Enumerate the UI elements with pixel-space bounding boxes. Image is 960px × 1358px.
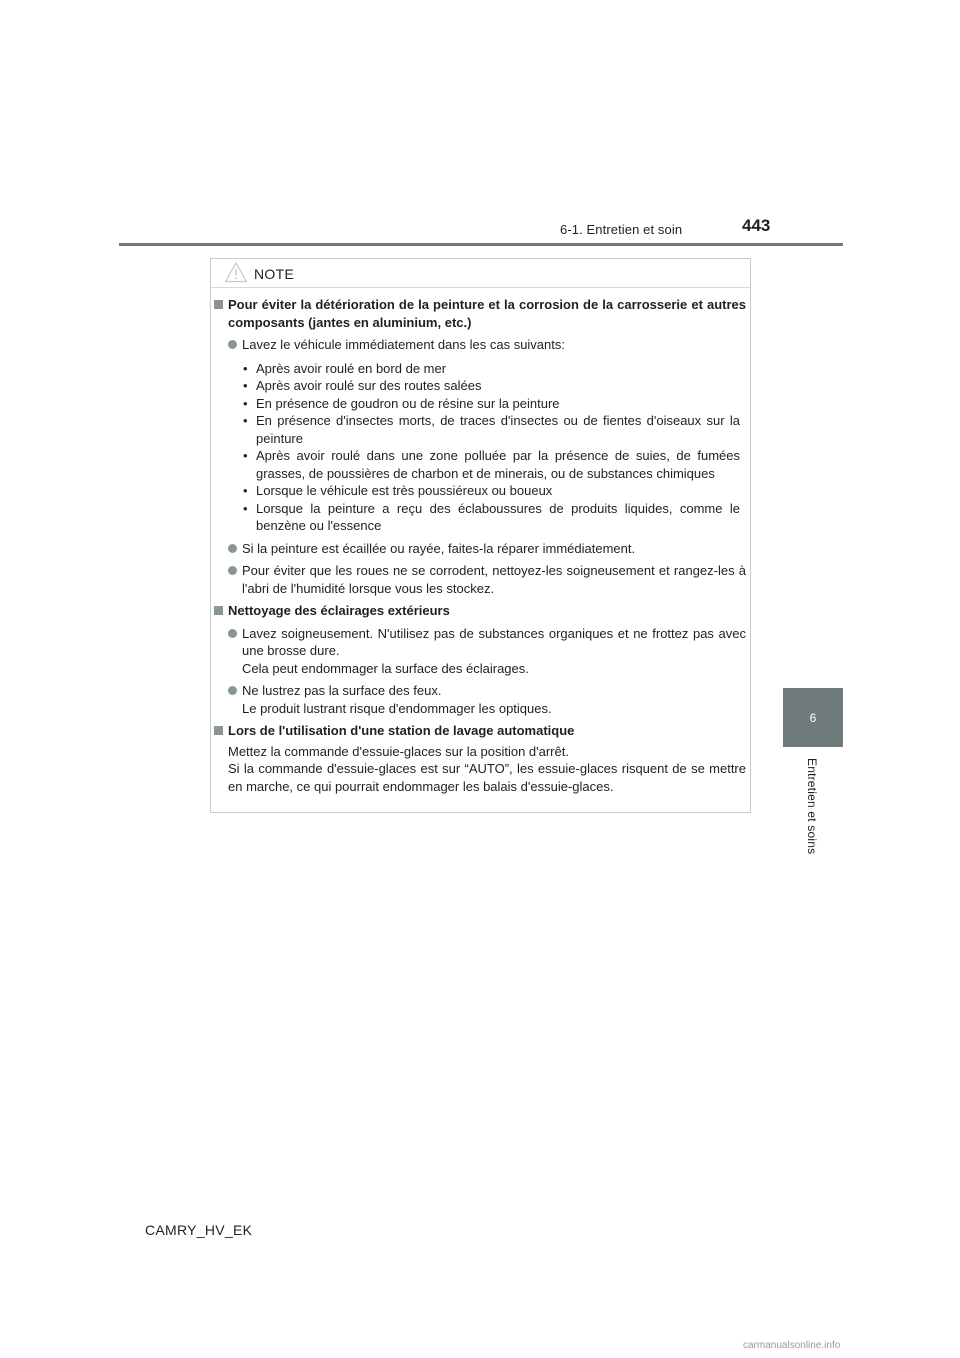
sub-list-item: • En présence de goudron ou de résine sur la peinture: [243, 395, 560, 411]
warning-triangle-icon: [224, 261, 248, 288]
paragraph: Mettez la commande d'essuie-glaces sur la position d'arrêt. Si la commande d'essuie-glaces est sur “AUTO”, les essuie-glaces risquent de se mettre en marche, ce qui pourrait endommager les balais d'essuie-glaces.: [228, 743, 746, 794]
sub-list-item: • Après avoir roulé dans une zone polluée par la présence de suies, de fumées grasses, de poussières de charbon et de minerais, ou de substances chimiques: [243, 448, 740, 481]
chapter-tab[interactable]: [783, 688, 843, 747]
note-content: [214, 296, 746, 795]
sub-list-item: • Lorsque le véhicule est très poussiéreux ou boueux: [243, 483, 553, 498]
circle-bullet-icon: [228, 340, 237, 349]
note-header: [224, 262, 294, 286]
square-bullet-icon: [214, 726, 223, 735]
list-item: Ne lustrez pas la surface des feux. Le produit lustrant risque d'endommager les optiques.: [214, 682, 746, 717]
header-divider: [119, 243, 843, 246]
header-section-title: 6-1. Entretien et soin: [560, 222, 683, 237]
list-item: Lavez soigneusement. N'utilisez pas de substances organiques et ne frottez pas avec une brosse dure. Cela peut endommager la surface des éclairages.: [214, 625, 746, 678]
chapter-number: 6: [809, 710, 817, 725]
square-bullet-icon: [214, 300, 223, 309]
circle-bullet-icon: [228, 566, 237, 575]
model-code: CAMRY_HV_EK: [145, 1222, 253, 1238]
list-item: Lavez le véhicule immédiatement dans les cas suivants:: [214, 336, 746, 354]
note-divider: [211, 287, 750, 288]
note-title: NOTE: [254, 266, 295, 282]
sub-list-item: • En présence d'insectes morts, de traces d'insectes ou de fientes d'oiseaux sur la peinture: [243, 413, 740, 446]
list-item: Pour éviter que les roues ne se corrodent, nettoyez-les soigneusement et rangez-les à l'abri de l'humidité lorsque vous les stockez.: [214, 562, 746, 597]
sub-list-item: • Après avoir roulé sur des routes salées: [243, 378, 482, 393]
section-heading: Nettoyage des éclairages extérieurs: [214, 602, 746, 620]
circle-bullet-icon: [228, 629, 237, 638]
section-heading: Lors de l'utilisation d'une station de lavage automatique: [214, 722, 746, 740]
square-bullet-icon: [214, 606, 223, 615]
circle-bullet-icon: [228, 544, 237, 553]
sub-list: [214, 360, 746, 535]
circle-bullet-icon: [228, 686, 237, 695]
sub-list-item: • Lorsque la peinture a reçu des éclaboussures de produits liquides, comme le benzène ou l'essence: [243, 500, 740, 533]
list-item: Si la peinture est écaillée ou rayée, faites-la réparer immédiatement.: [214, 540, 746, 558]
section-heading: Pour éviter la détérioration de la peinture et la corrosion de la carrosserie et autres composants (jantes en aluminium, etc.): [214, 296, 746, 331]
page-number: 443: [742, 216, 771, 235]
watermark: carmanualsonline.info: [743, 1340, 841, 1351]
sub-list-item: • Après avoir roulé en bord de mer: [243, 360, 447, 376]
chapter-label: Entretien et soins: [805, 758, 819, 855]
